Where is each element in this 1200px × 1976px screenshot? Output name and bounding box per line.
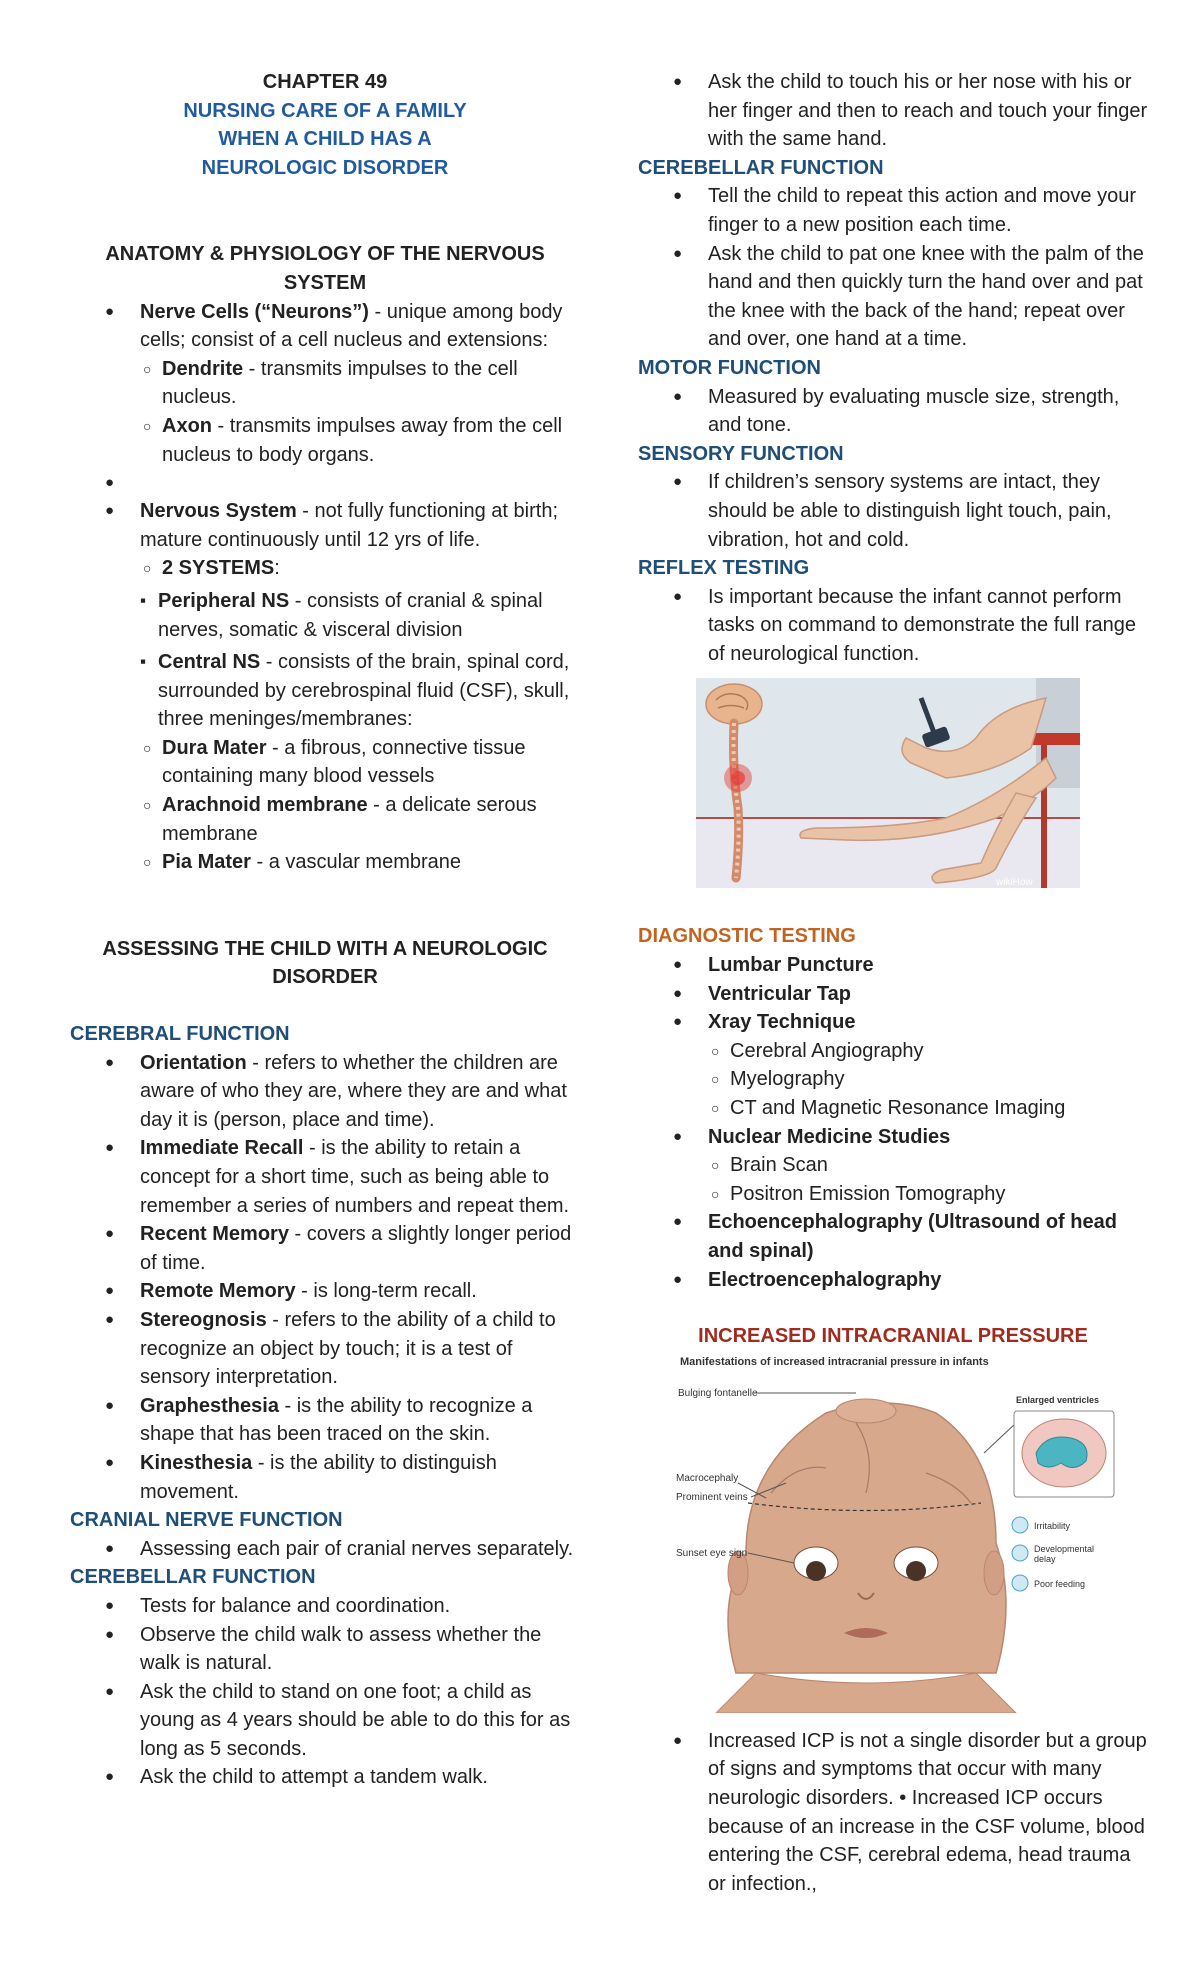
list-item xyxy=(140,1277,580,1306)
list-item xyxy=(140,1306,580,1392)
nerve-cells-desc: - unique among body cells; consist of a cell nucleus and extensions: xyxy=(140,300,563,352)
central-term: Central NS xyxy=(158,651,261,674)
cerebellar-list-left xyxy=(70,1592,580,1792)
list-item: ● Ask the child to stand on one foot; a child as young as 4 years should be able to do this for as long as 5 seconds. xyxy=(140,1678,580,1764)
spacer xyxy=(140,469,580,497)
cranial-nerve-heading: CRANIAL NERVE FUNCTION xyxy=(70,1509,343,1532)
assessing-heading-line-1: ASSESSING THE CHILD WITH A NEUROLOGIC xyxy=(102,937,548,960)
list-item xyxy=(140,298,580,470)
nervous-system-term: Nervous System xyxy=(140,500,297,523)
systems-colon: : xyxy=(274,557,280,580)
cerebellar-heading-right: CEREBELLAR FUNCTION xyxy=(638,156,884,179)
arachnoid-item xyxy=(140,791,580,848)
list-item: ● If children’s sensory systems are intact, they should be able to distinguish light touch, pain, vibration, hot and cold. xyxy=(708,468,1148,554)
list-item: ● Tell the child to repeat this action and move your finger to a new position each time. xyxy=(708,182,1148,239)
icp-figure-svg xyxy=(676,1353,1116,1713)
icp-figure xyxy=(676,1353,1116,1713)
cerebellar-heading-left: CEREBELLAR FUNCTION xyxy=(70,1566,316,1589)
list-item: ● Ask the child to touch his or her nose with his or her finger and then to reach and touch your finger with the same hand. xyxy=(708,68,1148,154)
item-desc: - is the ability to recognize a shape that has been traced on the skin. xyxy=(140,1394,533,1446)
reflex-testing-heading: REFLEX TESTING xyxy=(638,557,810,580)
dendrite-item xyxy=(140,355,580,412)
dura-term: Dura Mater xyxy=(162,736,267,759)
list-item: ● Echoencephalography (Ultrasound of head and spinal) xyxy=(708,1208,1148,1265)
list-item xyxy=(140,1449,580,1506)
reflex-list xyxy=(638,583,1148,669)
anatomy-heading-line-2: SYSTEM xyxy=(283,271,367,294)
label-poor-feeding: Poor feeding xyxy=(1034,1578,1086,1589)
dendrite-term: Dendrite xyxy=(162,357,244,380)
list-item xyxy=(140,497,580,877)
chapter-label: CHAPTER 49 xyxy=(262,71,388,93)
pia-term: Pia Mater xyxy=(162,851,251,874)
item-desc: - is long-term recall. xyxy=(295,1280,477,1303)
chapter-title-line-2: WHEN A CHILD HAS A xyxy=(218,128,432,151)
icp-list xyxy=(638,1727,1148,1899)
list-item: ● Ask the child to pat one knee with the palm of the hand and then quickly turn the hand over and pat the knee with the back of the hand; repeat over and over, one hand at a time. xyxy=(708,240,1148,354)
list-item xyxy=(140,1220,580,1277)
anatomy-heading-line-1: ANATOMY & PHYSIOLOGY OF THE NERVOUS xyxy=(105,243,545,266)
sensory-function-heading: SENSORY FUNCTION xyxy=(638,442,844,465)
dura-desc: - a fibrous, connective tissue containing many blood vessels xyxy=(162,736,526,788)
reflex-illustration xyxy=(696,678,1080,888)
sub-item: ○ Brain Scan xyxy=(708,1151,1148,1180)
sub-item: ○ CT and Magnetic Resonance Imaging xyxy=(708,1094,1148,1123)
pia-desc: - a vascular membrane xyxy=(250,851,462,874)
list-item: ● Is important because the infant cannot perform tasks on command to demonstrate the full range of neurological function. xyxy=(708,583,1148,669)
list-item: ● Lumbar Puncture xyxy=(708,951,1148,980)
cranial-list xyxy=(70,1535,580,1564)
left-column xyxy=(70,68,580,1792)
arachnoid-term: Arachnoid membrane xyxy=(162,794,368,817)
reflex-illustration-svg xyxy=(696,678,1080,888)
central-item xyxy=(140,648,580,734)
peripheral-desc: - consists of cranial & spinal nerves, somatic & visceral division xyxy=(158,589,543,641)
anatomy-list xyxy=(70,298,580,877)
label-macrocephaly: Macrocephaly xyxy=(676,1472,739,1484)
xray-label: Xray Technique xyxy=(708,1011,856,1034)
label-developmental: Developmental xyxy=(1034,1543,1095,1554)
diagnostic-list xyxy=(638,951,1148,1294)
list-item: ● Tests for balance and coordination. xyxy=(140,1592,580,1621)
dendrite-desc: - transmits impulses to the cell nucleus. xyxy=(162,357,518,409)
sub-item: ○ Myelography xyxy=(708,1065,1148,1094)
motor-function-heading: MOTOR FUNCTION xyxy=(638,356,821,379)
peripheral-term: Peripheral NS xyxy=(158,589,290,612)
item-term: Graphesthesia xyxy=(140,1394,279,1417)
systems-item xyxy=(140,554,580,583)
figure-title: Manifestations of increased intracranial pressure in infants xyxy=(680,1355,989,1368)
label-sunset-eye-sign: Sunset eye sign xyxy=(676,1547,748,1559)
item-term: Recent Memory xyxy=(140,1223,289,1246)
arachnoid-desc: - a delicate serous membrane xyxy=(162,794,537,845)
item-term: Immediate Recall xyxy=(140,1137,304,1160)
right-column xyxy=(638,68,1148,1898)
axon-item xyxy=(140,412,580,469)
label-bulging-fontanelle: Bulging fontanelle xyxy=(678,1387,758,1399)
label-delay: delay xyxy=(1034,1553,1056,1564)
list-item: ● Ventricular Tap xyxy=(708,980,1148,1009)
list-item xyxy=(140,1134,580,1220)
label-enlarged-ventricles: Enlarged ventricles xyxy=(1016,1394,1100,1405)
pia-item xyxy=(140,848,580,877)
assessing-heading-line-2: DISORDER xyxy=(272,966,378,989)
motor-list xyxy=(638,383,1148,440)
item-desc: - is the ability to retain a concept for a short time, such as being able to remember a series of numbers and repeat them. xyxy=(140,1137,570,1217)
sensory-list xyxy=(638,468,1148,554)
item-desc: - refers to the ability of a child to recognize an object by touch; it is a test of sensory interpretation. xyxy=(140,1308,556,1389)
cerebral-function-heading: CEREBRAL FUNCTION xyxy=(70,1023,290,1046)
peripheral-item xyxy=(140,587,580,644)
cerebral-list xyxy=(70,1049,580,1507)
axon-term: Axon xyxy=(162,414,212,437)
item-desc: - is the ability to distinguish movement. xyxy=(140,1451,497,1503)
list-item: ● Measured by evaluating muscle size, strength, and tone. xyxy=(708,383,1148,440)
nerve-cells-term: Nerve Cells (“Neurons”) xyxy=(140,300,369,323)
central-desc: - consists of the brain, spinal cord, surrounded by cerebrospinal fluid (CSF), skull, three meninges/membranes: xyxy=(158,651,570,731)
axon-desc: - transmits impulses away from the cell nucleus to body organs. xyxy=(162,414,563,466)
list-item: ● Ask the child to attempt a tandem walk. xyxy=(140,1763,580,1792)
nuclear-label: Nuclear Medicine Studies xyxy=(708,1125,951,1148)
item-desc: - covers a slightly longer period of time. xyxy=(140,1223,572,1274)
wikihow-watermark: wikiHow xyxy=(996,877,1033,889)
dura-item xyxy=(140,734,580,791)
item-term: Stereognosis xyxy=(140,1308,267,1331)
sub-item: ○ Positron Emission Tomography xyxy=(708,1180,1148,1209)
list-item xyxy=(708,1123,1148,1209)
list-item: ● Increased ICP is not a single disorder but a group of signs and symptoms that occur with many neurologic disorders. • Increased ICP occurs because of an increase in the CSF volume, blood entering the CSF, cerebral edema, head trauma or infection., xyxy=(708,1727,1148,1899)
cerebellar-list-right xyxy=(638,182,1148,354)
diagnostic-testing-heading: DIAGNOSTIC TESTING xyxy=(638,925,856,948)
nervous-system-desc: - not fully functioning at birth; mature continuously until 12 yrs of life. xyxy=(140,500,558,551)
chapter-title-line-1: NURSING CARE OF A FAMILY xyxy=(183,99,467,122)
item-desc: - refers to whether the children are aware of who they are, where they are and what day it is (person, place and time). xyxy=(140,1051,567,1131)
icp-heading: INCREASED INTRACRANIAL PRESSURE xyxy=(698,1325,1088,1348)
list-item xyxy=(140,1392,580,1449)
list-item xyxy=(708,1008,1148,1122)
systems-term: 2 SYSTEMS xyxy=(162,557,275,580)
list-item: ● Observe the child walk to assess whether the walk is natural. xyxy=(140,1621,580,1678)
label-irritability: Irritability xyxy=(1034,1520,1071,1531)
item-term: Kinesthesia xyxy=(140,1451,253,1474)
item-term: Remote Memory xyxy=(140,1280,296,1303)
chapter-title-line-3: NEUROLOGIC DISORDER xyxy=(201,156,449,179)
label-prominent-veins: Prominent veins xyxy=(676,1491,748,1503)
list-item: ● Assessing each pair of cranial nerves separately. xyxy=(140,1535,580,1564)
sub-item: ○ Cerebral Angiography xyxy=(708,1037,1148,1066)
cerebellar-continued-list xyxy=(638,68,1148,154)
item-term: Orientation xyxy=(140,1051,247,1074)
list-item xyxy=(140,1049,580,1135)
list-item: ● Electroencephalography xyxy=(708,1266,1148,1295)
